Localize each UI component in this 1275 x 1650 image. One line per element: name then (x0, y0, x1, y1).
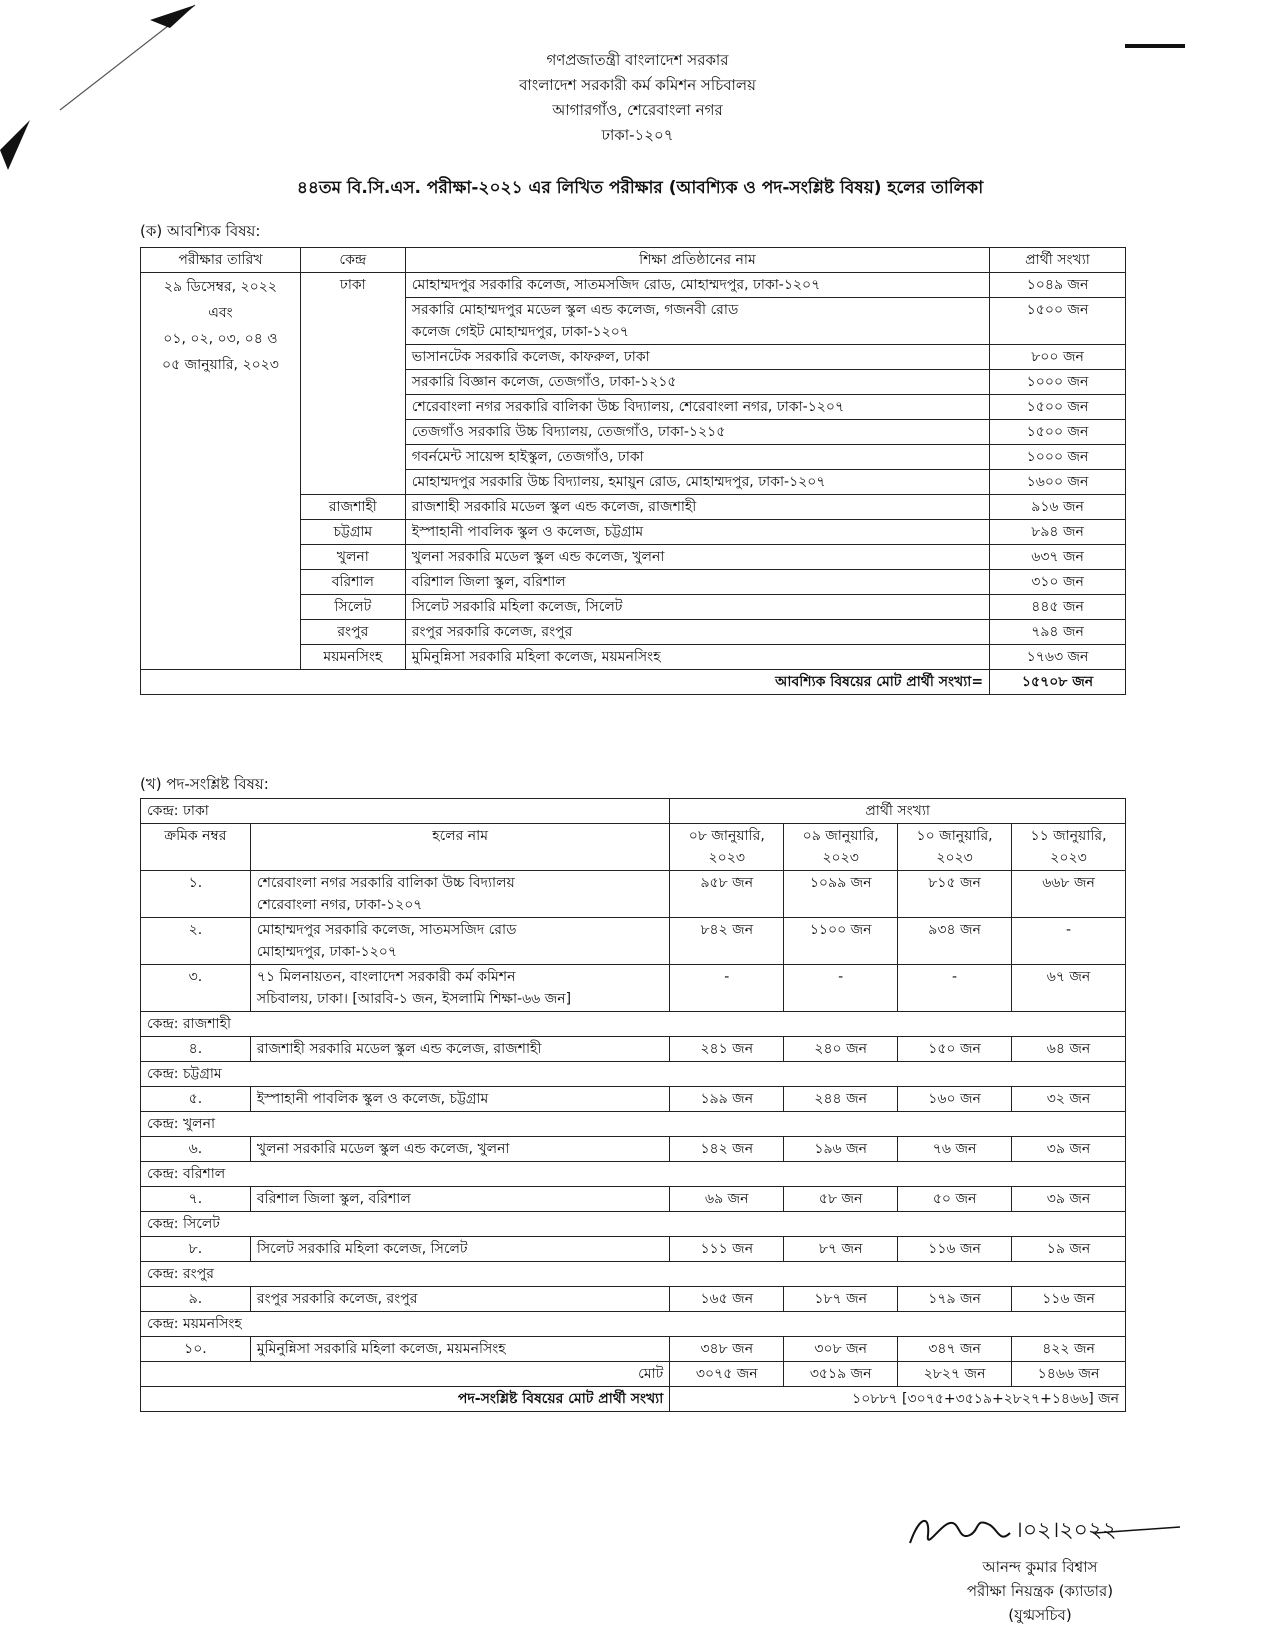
center-heading: কেন্দ্র: রাজশাহী (141, 1012, 1126, 1037)
header-line-2: বাংলাদেশ সরকারী কর্ম কমিশন সচিবালয় (519, 76, 756, 94)
candidate-count: ৮৪২ জন (670, 918, 784, 965)
candidate-count: ৬৭ জন (1012, 965, 1126, 1012)
header-line-3: আগারগাঁও, শেরেবাংলা নগর (552, 101, 723, 119)
candidate-count: ১৫০ জন (898, 1037, 1012, 1062)
candidate-count: ১০৯৯ জন (784, 871, 898, 918)
mandatory-subjects-table (140, 247, 1126, 695)
institution-name: মুমিনুন্নিসা সরকারি মহিলা কলেজ, ময়মনসিংহ (405, 645, 989, 670)
institution-name: খুলনা সরকারি মডেল স্কুল এন্ড কলেজ, খুলনা (405, 545, 989, 570)
institution-name: রাজশাহী সরকারি মডেল স্কুল এন্ড কলেজ, রাজশাহী (405, 495, 989, 520)
table-b-subheader-row (141, 824, 1126, 871)
hall-header: হলের নাম (250, 824, 669, 871)
center-heading-row (141, 1212, 1126, 1237)
subtotal-label: মোট (141, 1362, 670, 1387)
signatory-designation: পরীক্ষা নিয়ন্ত্রক (ক্যাডার) (966, 1582, 1114, 1600)
center-heading: কেন্দ্র: খুলনা (141, 1112, 1126, 1137)
table-a-header-row (141, 248, 1126, 273)
center-cell: রংপুর (300, 620, 405, 645)
candidate-count: ৭৯৪ জন (990, 620, 1126, 645)
table-row (141, 1037, 1126, 1062)
table-row (141, 871, 1126, 918)
candidate-count: ১৫০০ জন (990, 420, 1126, 445)
subtotal-value: ২৮২৭ জন (898, 1362, 1012, 1387)
candidate-count: ১৬০ জন (898, 1087, 1012, 1112)
candidate-count: ১১৬ জন (1012, 1287, 1126, 1312)
candidate-count: ৮০০ জন (990, 345, 1126, 370)
candidate-count: ৩০৮ জন (784, 1337, 898, 1362)
table-row (141, 1187, 1126, 1212)
center-heading: কেন্দ্র: বরিশাল (141, 1162, 1126, 1187)
hall-name: মুমিনুন্নিসা সরকারি মহিলা কলেজ, ময়মনসিংহ (250, 1337, 669, 1362)
grand-total-value: ১০৮৮৭ [৩০৭৫+৩৫১৯+২৮২৭+১৪৬৬] জন (670, 1387, 1126, 1412)
grand-total-row (141, 1387, 1126, 1412)
candidate-count: ৩৪৭ জন (898, 1337, 1012, 1362)
table-a-column-header: কেন্দ্র (300, 248, 405, 273)
candidate-count: ২৪৪ জন (784, 1087, 898, 1112)
candidate-count: ৫৮ জন (784, 1187, 898, 1212)
candidate-count: ৬৪ জন (1012, 1037, 1126, 1062)
hall-name: শেরেবাংলা নগর সরকারি বালিকা উচ্চ বিদ্যালয় শেরেবাংলা নগর, ঢাকা-১২০৭ (250, 871, 669, 918)
institution-name: তেজগাঁও সরকারি উচ্চ বিদ্যালয়, তেজগাঁও, ঢাকা-১২১৫ (405, 420, 989, 445)
signatory-name: আনন্দ কুমার বিশ্বাস (982, 1558, 1098, 1576)
table-row (141, 273, 1126, 298)
candidate-count: ৩২ জন (1012, 1087, 1126, 1112)
candidate-count: ১১৬ জন (898, 1237, 1012, 1262)
candidate-count: ১০৪৯ জন (990, 273, 1126, 298)
institution-name: সিলেট সরকারি মহিলা কলেজ, সিলেট (405, 595, 989, 620)
candidate-count: - (898, 965, 1012, 1012)
hall-name: ইস্পাহানী পাবলিক স্কুল ও কলেজ, চট্টগ্রাম (250, 1087, 669, 1112)
exam-date-line: এবং (208, 305, 233, 321)
date-header: ০৮ জানুয়ারি, ২০২৩ (670, 824, 784, 871)
section-b-label: (খ) পদ-সংশ্লিষ্ট বিষয়: (140, 775, 269, 793)
serial-number: ৯. (141, 1287, 251, 1312)
post-related-subjects-table (140, 798, 1126, 1412)
serial-number: ১. (141, 871, 251, 918)
serial-number: ৭. (141, 1187, 251, 1212)
candidate-count: ১০০০ জন (990, 370, 1126, 395)
hall-name: সিলেট সরকারি মহিলা কলেজ, সিলেট (250, 1237, 669, 1262)
center-heading-row (141, 1112, 1126, 1137)
center-heading-row (141, 1262, 1126, 1287)
institution-name: শেরেবাংলা নগর সরকারি বালিকা উচ্চ বিদ্যালয়, শেরেবাংলা নগর, ঢাকা-১২০৭ (405, 395, 989, 420)
candidates-heading: প্রার্থী সংখ্যা (670, 799, 1126, 824)
hall-name: রংপুর সরকারি কলেজ, রংপুর (250, 1287, 669, 1312)
candidate-count: ৮১৫ জন (898, 871, 1012, 918)
candidate-count: ১৬৫ জন (670, 1287, 784, 1312)
candidate-count: ১৫০০ জন (990, 395, 1126, 420)
candidate-count: ৭৬ জন (898, 1137, 1012, 1162)
candidate-count: - (670, 965, 784, 1012)
center-heading-row (141, 1062, 1126, 1087)
serial-number: ৩. (141, 965, 251, 1012)
table-row (141, 965, 1126, 1012)
center-heading-row (141, 1312, 1126, 1337)
hall-name: ৭১ মিলনায়তন, বাংলাদেশ সরকারী কর্ম কমিশন সচিবালয়, ঢাকা। [আরবি-১ জন, ইসলামি শিক্ষা-৬৬ জন] (250, 965, 669, 1012)
candidate-count: ১৫০০ জন (990, 298, 1126, 345)
serial-number: ৪. (141, 1037, 251, 1062)
subtotal-value: ৩০৭৫ জন (670, 1362, 784, 1387)
handwritten-signature (850, 1505, 1230, 1555)
table-a-column-header: পরীক্ষার তারিখ (141, 248, 301, 273)
institution-name: ইস্পাহানী পাবলিক স্কুল ও কলেজ, চট্টগ্রাম (405, 520, 989, 545)
candidate-count: ৯৩৪ জন (898, 918, 1012, 965)
center-heading: কেন্দ্র: চট্টগ্রাম (141, 1062, 1126, 1087)
candidate-count: ১১১ জন (670, 1237, 784, 1262)
center-cell: সিলেট (300, 595, 405, 620)
candidate-count: ৮৭ জন (784, 1237, 898, 1262)
exam-date-line: ০৫ জানুয়ারি, ২০২৩ (161, 357, 279, 373)
center-heading: কেন্দ্র: সিলেট (141, 1212, 1126, 1237)
table-row (141, 1287, 1126, 1312)
header-line-1: গণপ্রজাতন্ত্রী বাংলাদেশ সরকার (546, 51, 729, 69)
date-header: ১১ জানুয়ারি, ২০২৩ (1012, 824, 1126, 871)
candidate-count: ৬৬৮ জন (1012, 871, 1126, 918)
total-label: আবশ্যিক বিষয়ের মোট প্রার্থী সংখ্যা= (141, 670, 990, 695)
candidate-count: ২৪০ জন (784, 1037, 898, 1062)
center-cell: ঢাকা (300, 273, 405, 495)
institution-name: সরকারি বিজ্ঞান কলেজ, তেজগাঁও, ঢাকা-১২১৫ (405, 370, 989, 395)
table-a-column-header: শিক্ষা প্রতিষ্ঠানের নাম (405, 248, 989, 273)
table-b-header-row (141, 799, 1126, 824)
candidate-count: ৪২২ জন (1012, 1337, 1126, 1362)
center-heading: কেন্দ্র: ময়মনসিংহ (141, 1312, 1126, 1337)
table-row (141, 918, 1126, 965)
document-title: ৪৪তম বি.সি.এস. পরীক্ষা-২০২১ এর লিখিত পরীক্ষার (আবশ্যিক ও পদ-সংশ্লিষ্ট বিষয়) হলের তালিকা (296, 178, 984, 198)
institution-name: গবর্নমেন্ট সায়েন্স হাইস্কুল, তেজগাঁও, ঢাকা (405, 445, 989, 470)
candidate-count: ২৪১ জন (670, 1037, 784, 1062)
center-heading: কেন্দ্র: রংপুর (141, 1262, 1126, 1287)
signature-block (850, 1505, 1230, 1627)
institution-name: রংপুর সরকারি কলেজ, রংপুর (405, 620, 989, 645)
serial-number: ৫. (141, 1087, 251, 1112)
table-row (141, 1337, 1126, 1362)
center-cell: খুলনা (300, 545, 405, 570)
candidate-count: ১৯৯ জন (670, 1087, 784, 1112)
total-row (141, 670, 1126, 695)
serial-header: ক্রমিক নম্বর (141, 824, 251, 871)
institution-name: বরিশাল জিলা স্কুল, বরিশাল (405, 570, 989, 595)
exam-date-line: ২৯ ডিসেম্বর, ২০২২ (163, 279, 277, 295)
candidate-count: ৮৯৪ জন (990, 520, 1126, 545)
table-row (141, 1087, 1126, 1112)
table-row (141, 1237, 1126, 1262)
hall-name: বরিশাল জিলা স্কুল, বরিশাল (250, 1187, 669, 1212)
candidate-count: ৯১৬ জন (990, 495, 1126, 520)
date-header: ০৯ জানুয়ারি, ২০২৩ (784, 824, 898, 871)
exam-date-line: ০১, ০২, ০৩, ০৪ ও (163, 331, 278, 347)
subtotal-value: ৩৫১৯ জন (784, 1362, 898, 1387)
candidate-count: ১৭৬৩ জন (990, 645, 1126, 670)
candidate-count: ১৯৬ জন (784, 1137, 898, 1162)
candidate-count: ৬৯ জন (670, 1187, 784, 1212)
center-cell: চট্টগ্রাম (300, 520, 405, 545)
candidate-count: ৯৫৮ জন (670, 871, 784, 918)
hall-name: মোহাম্মদপুর সরকারি কলেজ, সাতমসজিদ রোড মোহাম্মদপুর, ঢাকা-১২০৭ (250, 918, 669, 965)
center-cell: বরিশাল (300, 570, 405, 595)
institution-name: ভাসানটেক সরকারি কলেজ, কাফরুল, ঢাকা (405, 345, 989, 370)
candidate-count: ৫০ জন (898, 1187, 1012, 1212)
candidate-count: ১৭৯ জন (898, 1287, 1012, 1312)
total-value: ১৫৭০৮ জন (990, 670, 1126, 695)
exam-dates-cell (141, 273, 301, 670)
institution-name: মোহাম্মদপুর সরকারি উচ্চ বিদ্যালয়, হমায়ুন রোড, মোহাম্মদপুর, ঢাকা-১২০৭ (405, 470, 989, 495)
candidate-count: ৩৪৮ জন (670, 1337, 784, 1362)
candidate-count: ১১০০ জন (784, 918, 898, 965)
candidate-count: ৩৯ জন (1012, 1187, 1126, 1212)
table-a-column-header: প্রার্থী সংখ্যা (990, 248, 1126, 273)
subtotal-row (141, 1362, 1126, 1387)
candidate-count: ৪৪৫ জন (990, 595, 1126, 620)
candidate-count: - (1012, 918, 1126, 965)
section-a-label: (ক) আবশ্যিক বিষয়: (140, 222, 261, 240)
document-header (0, 48, 1275, 148)
candidate-count: ৩৯ জন (1012, 1137, 1126, 1162)
center-heading: কেন্দ্র: ঢাকা (141, 799, 670, 824)
signature-date: ।০২।২০২২ (1015, 1518, 1117, 1543)
institution-name: মোহাম্মদপুর সরকারি কলেজ, সাতমসজিদ রোড, মোহাম্মদপুর, ঢাকা-১২০৭ (405, 273, 989, 298)
center-cell: রাজশাহী (300, 495, 405, 520)
signatory-rank: (যুগ্মসচিব) (1008, 1606, 1072, 1624)
date-header: ১০ জানুয়ারি, ২০২৩ (898, 824, 1012, 871)
candidate-count: ১০০০ জন (990, 445, 1126, 470)
serial-number: ২. (141, 918, 251, 965)
center-heading-row (141, 1162, 1126, 1187)
serial-number: ৬. (141, 1137, 251, 1162)
serial-number: ১০. (141, 1337, 251, 1362)
serial-number: ৮. (141, 1237, 251, 1262)
center-heading-row (141, 1012, 1126, 1037)
header-line-4: ঢাকা-১২০৭ (601, 126, 674, 144)
grand-total-label: পদ-সংশ্লিষ্ট বিষয়ের মোট প্রার্থী সংখ্যা (141, 1387, 670, 1412)
institution-name: সরকারি মোহাম্মদপুর মডেল স্কুল এন্ড কলেজ, গজনবী রোড কলেজ গেইট মোহাম্মদপুর, ঢাকা-১২০৭ (405, 298, 989, 345)
table-row (141, 1137, 1126, 1162)
hall-name: রাজশাহী সরকারি মডেল স্কুল এন্ড কলেজ, রাজশাহী (250, 1037, 669, 1062)
candidate-count: ১৯ জন (1012, 1237, 1126, 1262)
subtotal-value: ১৪৬৬ জন (1012, 1362, 1126, 1387)
candidate-count: ১৬০০ জন (990, 470, 1126, 495)
candidate-count: ৩১০ জন (990, 570, 1126, 595)
candidate-count: ১৪২ জন (670, 1137, 784, 1162)
center-cell: ময়মনসিংহ (300, 645, 405, 670)
candidate-count: ৬৩৭ জন (990, 545, 1126, 570)
candidate-count: - (784, 965, 898, 1012)
hall-name: খুলনা সরকারি মডেল স্কুল এন্ড কলেজ, খুলনা (250, 1137, 669, 1162)
candidate-count: ১৮৭ জন (784, 1287, 898, 1312)
